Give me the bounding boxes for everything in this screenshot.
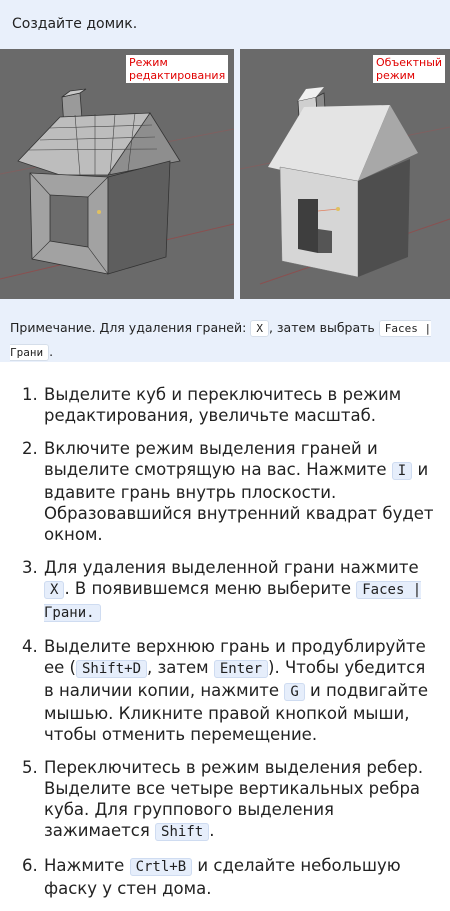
- key-badge: Shift: [155, 823, 209, 841]
- key-badge: Enter: [214, 660, 268, 678]
- list-item: 3. Для удаления выделенной грани нажмите X . В появившемся меню выберите Faces | Грани.: [22, 558, 422, 621]
- edit-mode-label: Режим редактирования: [126, 55, 228, 83]
- note-text: Примечание. Для удаления граней: X , затем выбрать Faces | Грани .: [10, 320, 432, 359]
- menu-badge: Faces | Грани.: [44, 582, 422, 621]
- menu-faces-badge: Faces | Грани: [10, 322, 432, 359]
- key-badge: G: [284, 683, 304, 701]
- edit-mode-image: [0, 49, 234, 299]
- key-x-badge: X: [250, 320, 269, 337]
- key-badge: Crtl+B: [130, 858, 193, 876]
- intro-panel: [0, 0, 450, 362]
- list-item: 5. Переключитесь в режим выделения ребер. Выделите все четыре вертикальных ребра куба. Для группового выделения зажимается Shift .: [22, 758, 424, 840]
- list-item: 2. Включите режим выделения граней и выделите смотрящую на вас. Нажмите I и вдавите грань внутрь плоскости. Образовавшийся внутренний квадрат будет окном.: [22, 439, 434, 544]
- object-mode-image: [240, 49, 450, 299]
- list-item: 6. Нажмите Crtl+B и сделайте небольшую фаску у стен дома.: [22, 856, 401, 898]
- page-title: Создайте домик.: [12, 16, 138, 32]
- list-item: 4. Выделите верхнюю грань и продублируйте ее ( Shift+D , затем Enter ). Чтобы убедится в наличии копии, нажмите G и подвигайте мышью. Кликните правой кнопкой мыши, чтобы отменить перемещение.: [22, 637, 428, 744]
- object-mode-label: Объектный режим: [373, 55, 445, 83]
- key-badge: X: [44, 581, 64, 599]
- key-badge: Shift+D: [76, 660, 147, 678]
- steps-list: [0, 384, 450, 911]
- list-item: 1. Выделите куб и переключитесь в режим редактирования, увеличьте масштаб.: [22, 385, 402, 425]
- key-badge: I: [392, 462, 412, 480]
